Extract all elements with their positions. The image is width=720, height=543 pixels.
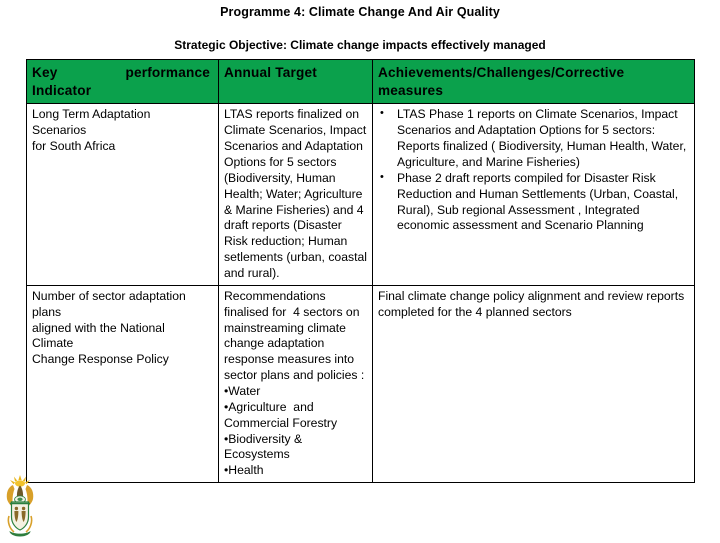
south-african-coat-of-arms-icon	[3, 472, 37, 538]
list-item: •Agriculture and	[224, 399, 314, 414]
list-item: •Water	[224, 383, 261, 398]
cell-kpi-row1	[27, 104, 219, 285]
cell-annual-target-row1: LTAS reports finalized on Climate Scenarios, Impact Scenarios and Adaptation Options for 5 sectors (Biodiversity, Human Health; Water; Agriculture & Marine Fisheries) and 4 draft reports (Disaster Risk reduction; Human setlements (urban, coastal and rural).	[219, 104, 373, 285]
column-header-achievements-line1: Achievements/Challenges/Corrective	[378, 65, 625, 80]
slide-title: Programme 4: Climate Change And Air Quality	[220, 5, 500, 19]
achievements-bullet-list-row1	[378, 107, 690, 234]
column-header-achievements-line2: measures	[378, 82, 444, 98]
cell-achievements-row1	[373, 104, 695, 285]
column-header-key-performance-indicator	[27, 60, 219, 104]
kpi-row1-line1: Long Term Adaptation	[32, 107, 151, 122]
table-header-row	[27, 60, 695, 104]
table-row	[27, 285, 695, 482]
kpi-row1-line3: for South Africa	[32, 139, 116, 154]
list-item: • LTAS Phase 1 reports on Climate Scenarios, Impact Scenarios and Adaptation Options for 5 sectors: Reports finalized ( Biodiversity, Human Health, Water, Agriculture, and Marine Fisheries)	[378, 107, 690, 170]
column-header-annual-target	[219, 60, 373, 104]
table-row	[27, 104, 695, 285]
list-item: •Health	[224, 463, 264, 478]
kpi-row2-line3: aligned with the National	[32, 320, 165, 335]
list-item: Ecosystems	[224, 447, 290, 462]
performance-indicator-table	[26, 59, 695, 483]
column-header-kpi-word-key: Key	[32, 65, 58, 80]
list-item: • Phase 2 draft reports compiled for Disaster Risk Reduction and Human Settlements (Urban, Coastal, Rural), Sub regional Assessment , Integrated economic assessment and Scenario Planning	[378, 171, 690, 234]
list-item: •Biodiversity &	[224, 431, 303, 446]
annual-target-row2-bullet-list	[224, 384, 368, 479]
kpi-row2-line2: plans	[32, 304, 62, 319]
slide-subtitle: Strategic Objective: Climate change impacts effectively managed	[174, 38, 546, 52]
kpi-row2-line1: Number of sector adaptation	[32, 288, 186, 303]
cell-annual-target-row2	[219, 285, 373, 482]
column-header-achievements	[373, 60, 695, 104]
annual-target-row2-intro: Recommendations finalised for 4 sectors on mainstreaming climate change adaptation response measures into sector plans and policies :	[224, 288, 365, 383]
column-header-annual-target-label: Annual Target	[224, 65, 317, 80]
kpi-row2-line5: Change Response Policy	[32, 352, 169, 367]
column-header-kpi-word-performance: performance	[125, 65, 210, 80]
kpi-row1-line2: Scenarios	[32, 123, 87, 138]
cell-kpi-row2	[27, 285, 219, 482]
cell-achievements-row2: Final climate change policy alignment and review reports completed for the 4 planned sectors	[373, 285, 695, 482]
column-header-kpi-word-indicator: Indicator	[32, 82, 92, 98]
list-item: Commercial Forestry	[224, 415, 338, 430]
kpi-row2-line4: Climate	[32, 336, 74, 351]
